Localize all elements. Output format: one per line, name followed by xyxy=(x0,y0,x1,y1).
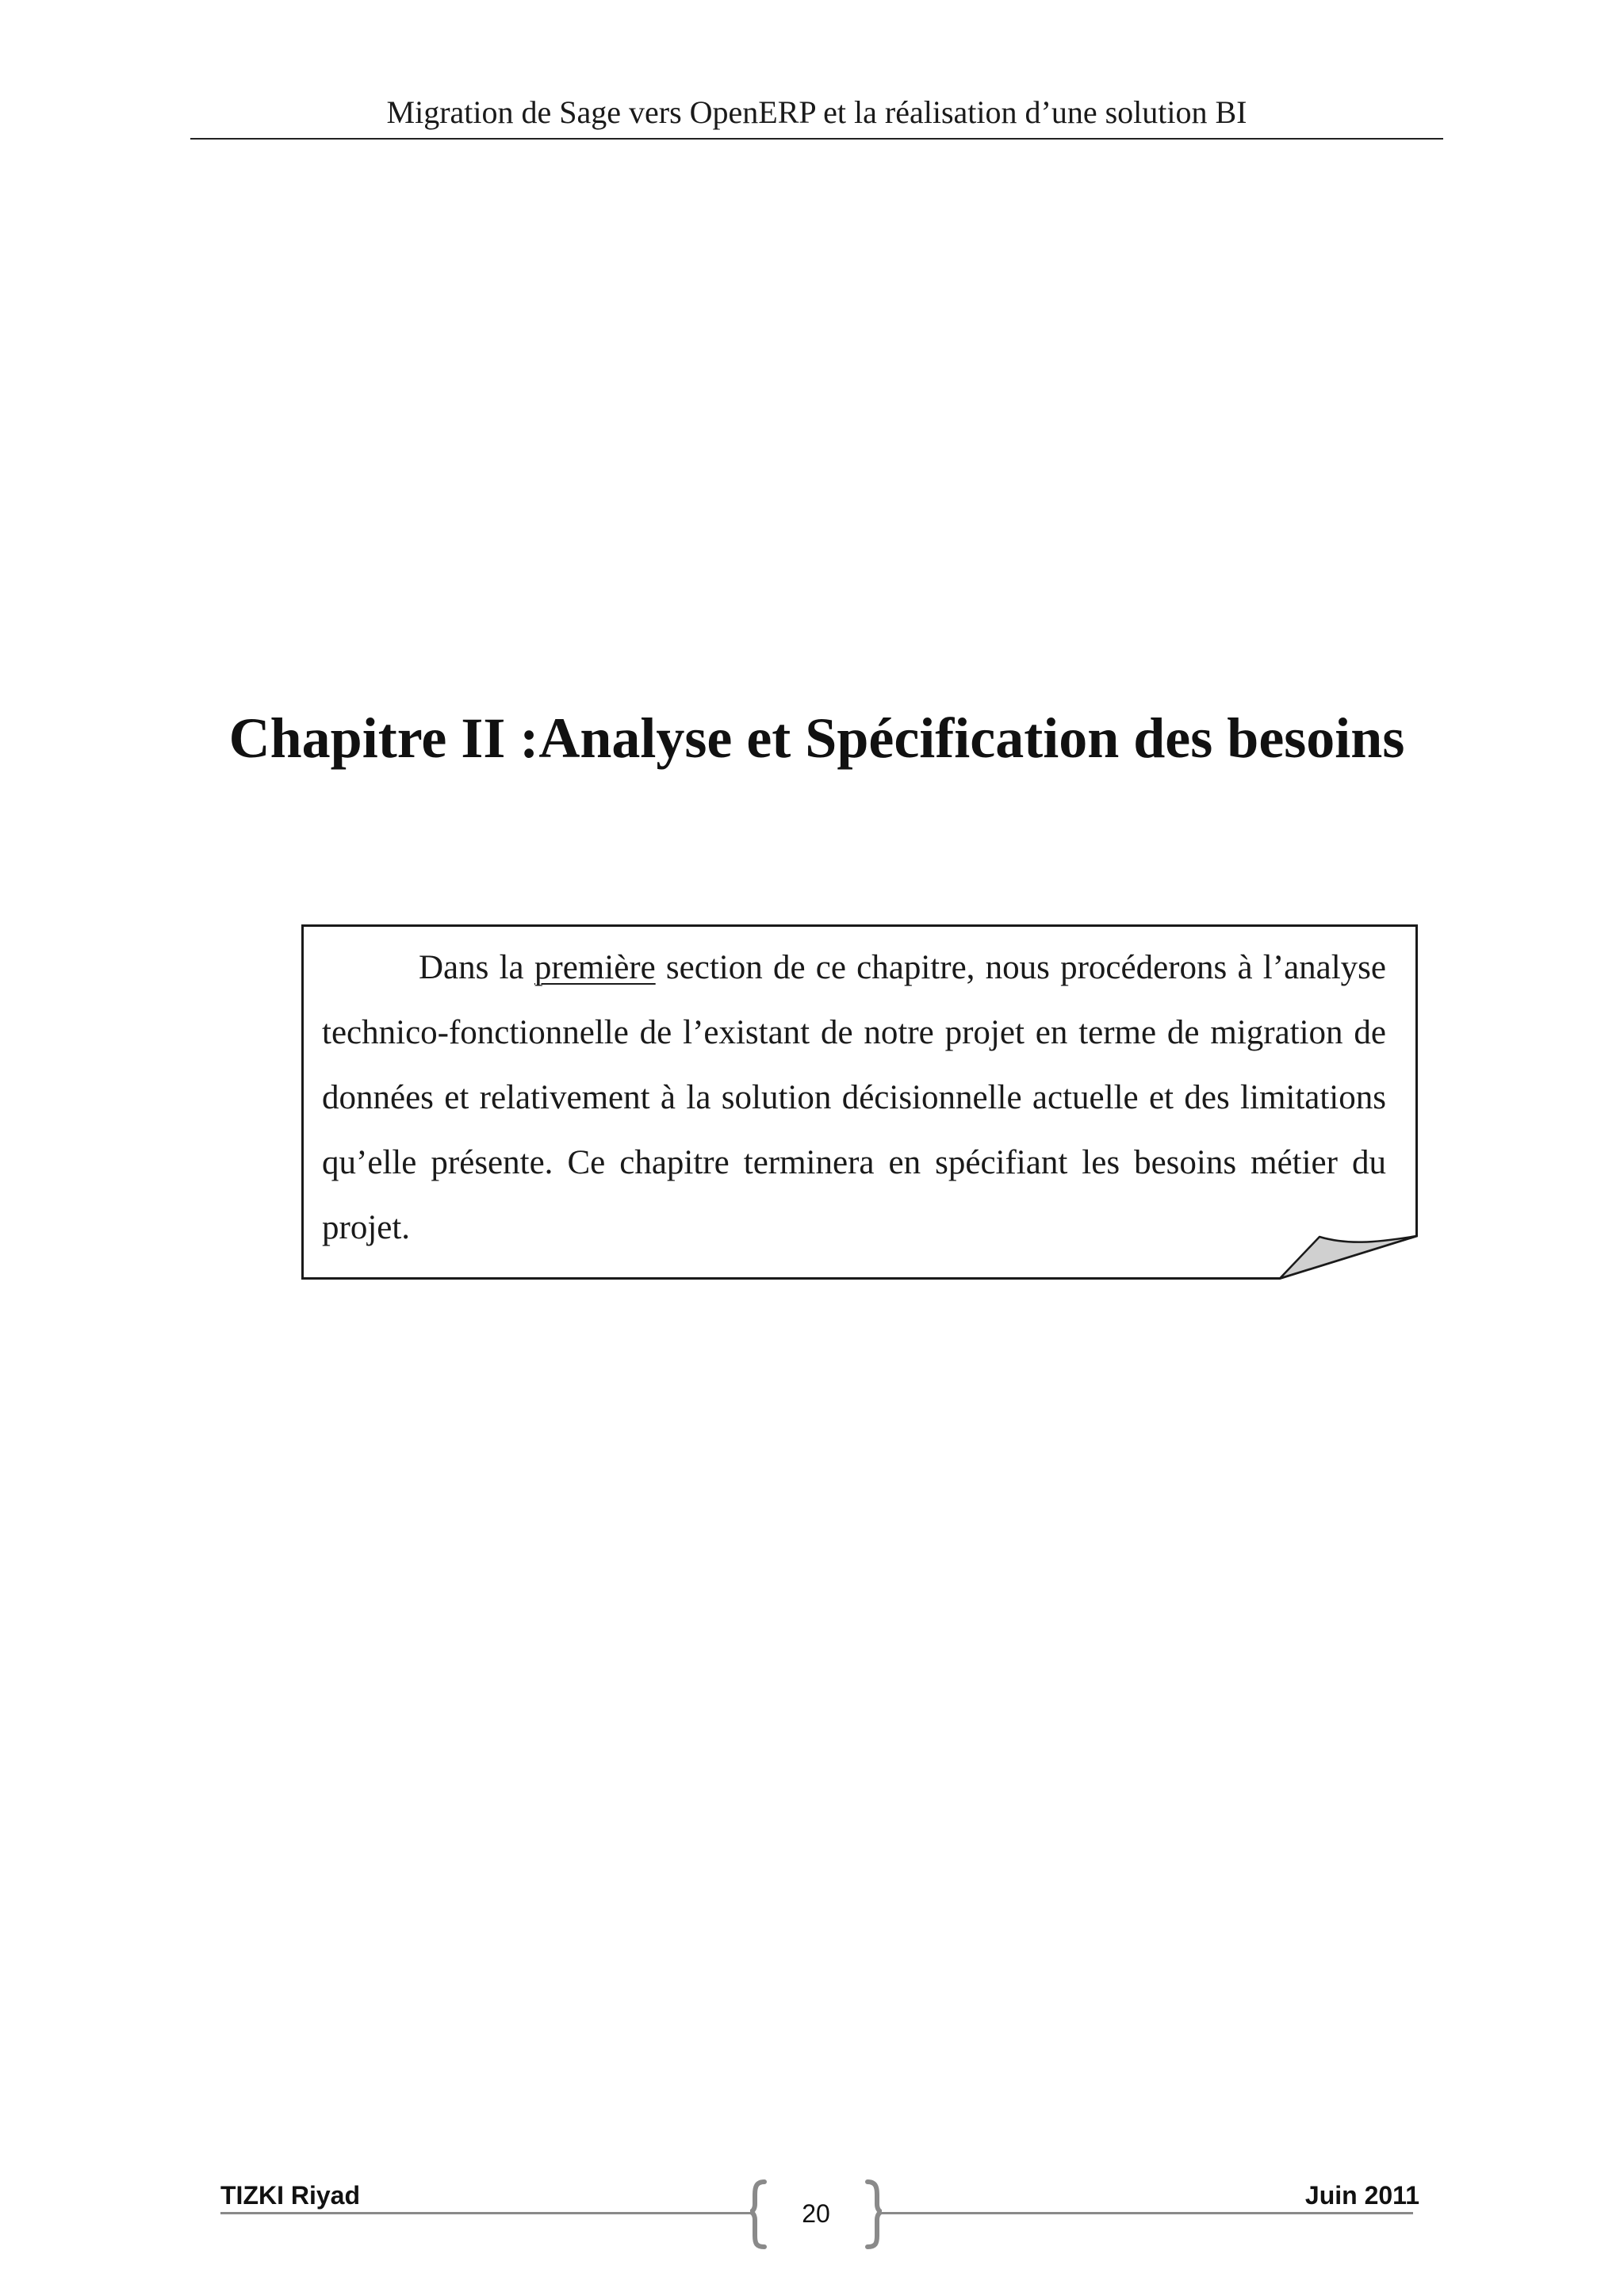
footer-rule-left xyxy=(220,2212,750,2214)
chapter-abstract-box xyxy=(301,924,1418,1280)
page-number: 20 xyxy=(802,2199,830,2228)
page-number-bracket xyxy=(750,2179,882,2250)
abstract-text-rest: section de ce chapitre, nous procéderons à l’analyse technico-fonctionnelle de l’existant de notre projet en terme de migration de données et relativement à la solution décisionnelle actuelle et des limitations qu’elle présente. Ce chapitre terminera en spécifiant les besoins métier du projet. xyxy=(322,949,1387,1246)
abstract-paragraph xyxy=(322,936,1386,1261)
footer-rule-right xyxy=(882,2212,1413,2214)
chapter-title: Chapitre II :Analyse et Spécification des besoins xyxy=(228,706,1405,770)
footer-date: Juin 2011 xyxy=(1304,2181,1419,2210)
abstract-underlined-word: première xyxy=(534,949,656,986)
running-header: Migration de Sage vers OpenERP et la réalisation d’une solution BI xyxy=(386,94,1247,130)
footer-author: TIZKI Riyad xyxy=(220,2181,361,2210)
header-rule xyxy=(190,138,1443,140)
abstract-text-start: Dans la xyxy=(419,949,534,986)
